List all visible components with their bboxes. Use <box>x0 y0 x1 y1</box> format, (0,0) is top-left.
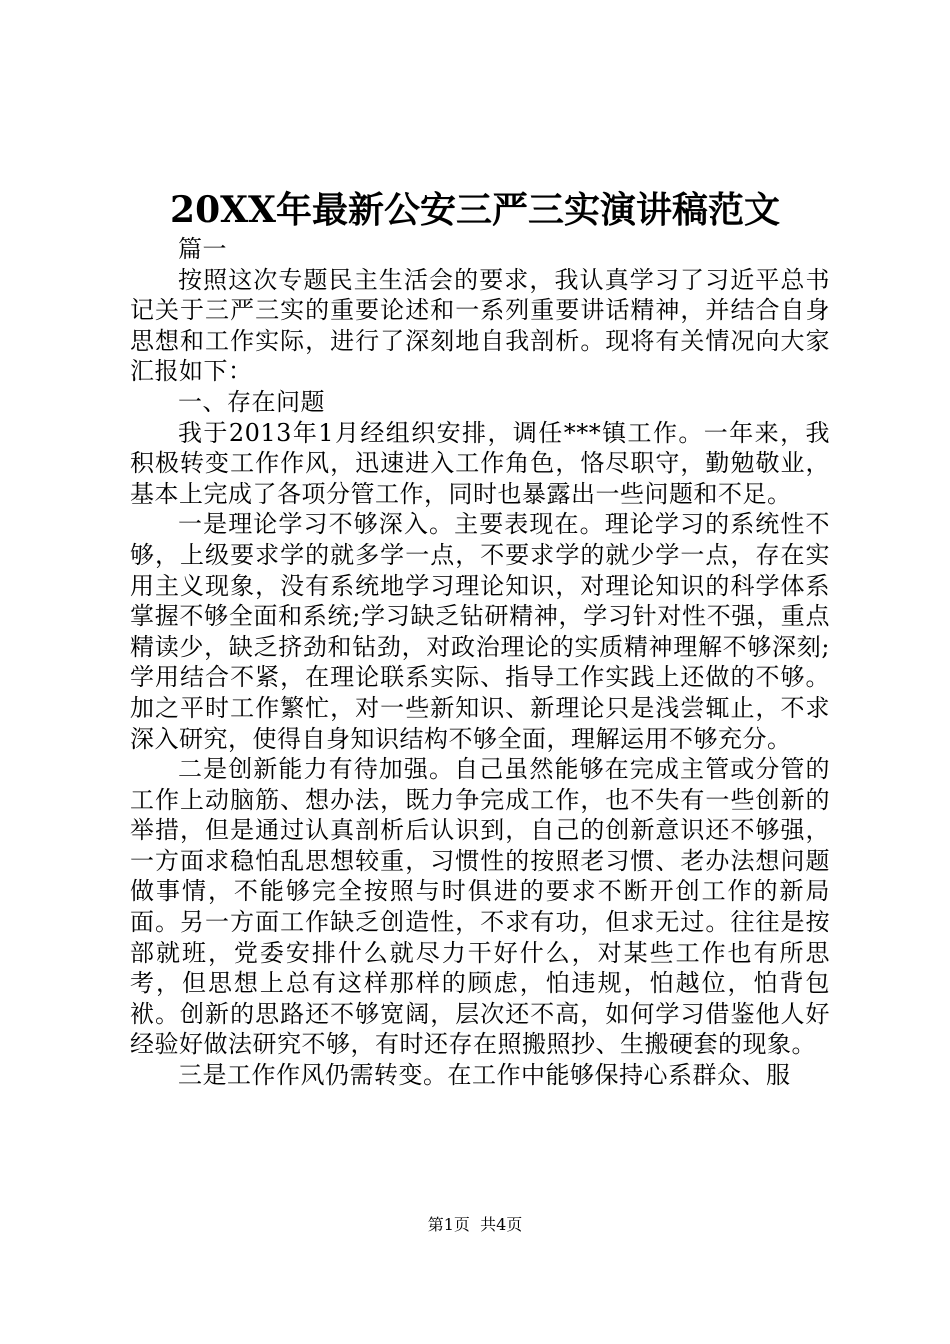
document-title: 20XX年最新公安三严三实演讲稿范文 <box>170 189 780 231</box>
paragraph-section-label: 篇一 <box>178 235 227 263</box>
paragraph-intro: 按照这次专题民主生活会的要求，我认真学习了习近平总书记关于三严三实的重要论述和一系列重要讲话精神，并结合自身思想和工作实际，进行了深刻地自我剖析。现将有关情况向大家汇报如下： <box>130 265 830 386</box>
page-number-label: 第1页 共4页 <box>427 1215 523 1234</box>
page-footer <box>0 1213 950 1237</box>
paragraph-background: 我于2013年1月经组织安排，调任***镇工作。一年来，我积极转变工作作风，迅速进入工作角色，恪尽职守，勤勉敬业，基本上完成了各项分管工作，同时也暴露出一些问题和不足。 <box>130 418 830 508</box>
document-body <box>130 234 830 1091</box>
paragraph-point-two: 二是创新能力有待加强。自己虽然能够在完成主管或分管的工作上动脑筋、想办法，既力争完成工作，也不失有一些创新的举措，但是通过认真剖析后认识到，自己的创新意识还不够强，一方面求稳怕乱思想较重，习惯性的按照老习惯、老办法想问题做事情，不能够完全按照与时俱进的要求不断开创工作的新局面。另一方面工作缺乏创造性，不求有功，但求无过。往往是按部就班，党委安排什么就尽力干好什么，对某些工作也有所思考，但思想上总有这样那样的顾虑，怕违规，怕越位，怕背包袱。创新的思路还不够宽阔，层次还不高，如何学习借鉴他人好经验好做法研究不够，有时还存在照搬照抄、生搬硬套的现象。 <box>130 755 830 1059</box>
paragraph-point-one: 一是理论学习不够深入。主要表现在。理论学习的系统性不够，上级要求学的就多学一点，不要求学的就少学一点，存在实用主义现象，没有系统地学习理论知识，对理论知识的科学体系掌握不够全面和系统;学习缺乏钻研精神，学习针对性不强，重点精读少，缺乏挤劲和钻劲，对政治理论的实质精神理解不够深刻;学用结合不紧，在理论联系实际、指导工作实践上还做的不够。加之平时工作繁忙，对一些新知识、新理论只是浅尝辄止，不求深入研究，使得自身知识结构不够全面，理解运用不够充分。 <box>130 510 830 753</box>
paragraph-point-three: 三是工作作风仍需转变。在工作中能够保持心系群众、服 <box>178 1061 791 1090</box>
section-heading-problems: 一、存在问题 <box>178 387 325 416</box>
